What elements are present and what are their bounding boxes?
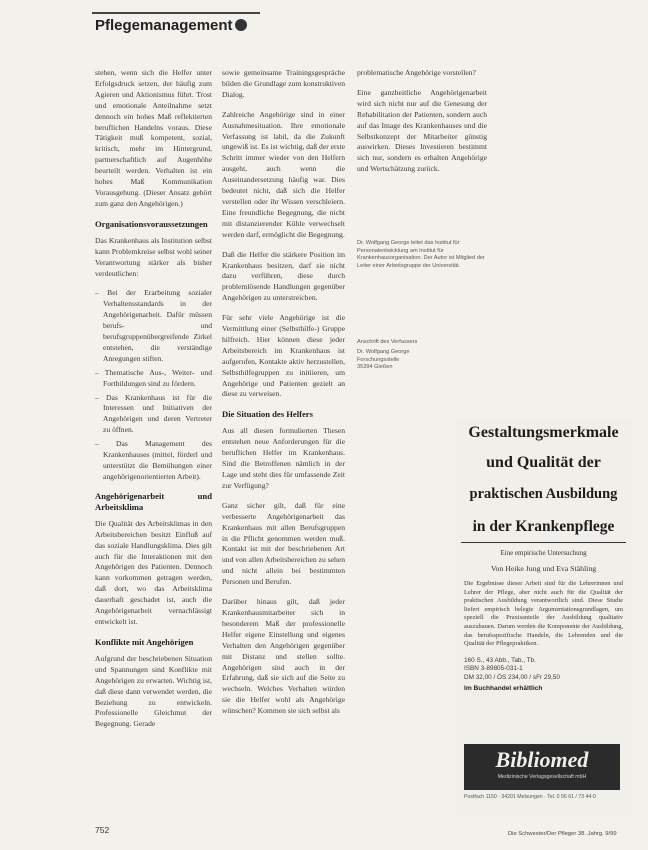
paragraph: Aus all diesen formulierten Thesen entstehen neue Anforderungen für die beruflichen Helfer im Krankenhaus. Sind die Betroffenen nämlich in der Lage und steht dies für umfassende Zeit zur Verfügung? xyxy=(222,426,345,490)
publisher-contact: Postfach 1150 · 34201 Melsungen · Tel. 0 56 61 / 73 44-0 xyxy=(464,794,596,800)
list-item: – Das Management des Krankenhauses (mittel, förderl und unterstützt die Bemühungen einer angehörigenorientierten Arbeit). xyxy=(95,439,212,481)
ad-detail-line: DM 32,00 / ÖS 234,00 / sFr 29,50 xyxy=(464,673,560,681)
subheading: Organisationsvoraussetzungen xyxy=(95,218,208,229)
subheading: Die Situation des Helfers xyxy=(222,409,313,420)
ad-detail-line: 160 S., 43 Abb., Tab., Tb. xyxy=(464,656,536,664)
ad-authors: Von Heike Jung und Eva Stähling xyxy=(490,564,597,573)
ad-title-line: Gestaltungsmerkmale xyxy=(468,424,619,441)
book-advertisement xyxy=(455,418,632,816)
list-item: – Thematische Aus-, Weiter- und Fortbildungen sind zu fördern. xyxy=(95,367,212,388)
publisher-logo xyxy=(464,744,620,790)
list-item: – Das Krankenhaus ist für die Interessen und Initiativen der Angehörigen und deren Vertreter zu öffnen. xyxy=(95,392,212,435)
ad-title-line: in der Krankenpflege xyxy=(472,518,615,535)
article-column-1 xyxy=(95,68,212,739)
paragraph: problematische Angehörige vorstellen? xyxy=(357,68,476,77)
ad-book-details xyxy=(464,657,623,682)
ad-divider xyxy=(461,542,626,543)
subheading: Konflikte mit Angehörigen xyxy=(95,636,194,647)
paragraph: stehen, wenn sich die Helfer unter Erfolgsdruck setzen, der häufig zum Agieren und Aktionismus führt. Trost und emotionale Anteilnahme setzt dennoch ein hohes Maß reflektierten beruflichen Handelns voraus. Diese Tätigkeit muß kompetent, sozial, kritisch, mehr im Hintergrund, partnerschaftlich auf Augenhöhe beurteilt werden. Verhalten ist ein hohes Maß Kommunikation Vorausgehung. (Dieser Ansatz gehört zum ganz den Angehörigen.) xyxy=(95,68,212,208)
section-title: Pflegemanagement xyxy=(95,17,233,34)
paragraph: Eine ganzheitliche Angehörigenarbeit wird sich nicht nur auf die Genesung der Rehabilitation der Patienten, sondern auch auf das Image des Krankenhauses und die Selbstkonzept der Mitarbeiter günstig auswirken. Dieses Investieren bestimmt sich nur, sondern es erhalten Angehörige und Wertschätzung zurück. xyxy=(357,87,487,174)
journal-citation: Die Schwester/Der Pfleger 38. Jahrg. 9/99 xyxy=(508,831,617,837)
page-number: 752 xyxy=(95,825,110,835)
section-dot-icon xyxy=(235,19,247,31)
subheading: Angehörigenarbeit und Arbeitsklima xyxy=(95,490,212,512)
article-column-2 xyxy=(222,68,345,726)
paragraph: Aufgrund der beschriebenen Situation und Spannungen sind Konflikte mit Angehörigen zu erwarten. Wichtig ist, daß diese dann verwendet werden, die Beziehung zu entwickeln. Professionelle Gleichmut der Begegnung. Gerade xyxy=(95,653,212,729)
paragraph: Die Qualität des Arbeitsklimas in den Arbeitsbereichen besitzt Einfluß auf das soziale Handlungsklima. Dies gilt auch für die Interaktionen mit den Angehörigen des Patienten. Dennoch kann vorkommen getragen werden, daß dort, wo das Arbeitsklima dauerhaft geschadet ist, auch die Angehörigenarbeit vernachlässigt entwickelt ist. xyxy=(95,518,212,626)
publisher-logo-subtitle: Medizinische Verlagsgesellschaft mbH xyxy=(497,774,587,780)
ad-detail-line: ISBN 3-89805-031-1 xyxy=(464,665,523,673)
ad-title-line: praktischen Ausbildung xyxy=(469,486,618,502)
publisher-logo-text: Bibliomed xyxy=(495,747,589,772)
paragraph: Ganz sicher gilt, daß für eine verbesserte Angehörigenarbeit das Krankenhaus mit allen Berufsgruppen in die Pflicht genommen werden muß. Kontakt ist mit der beschriebenen Art und von allen Arbeitsbereichen zu sehen und nicht allein bei bestimmten Personen und Berufen. xyxy=(222,500,345,587)
address-label: Anschrift des Verfassers xyxy=(357,339,418,345)
address-line: Forschungsstelle xyxy=(357,356,400,363)
ad-description: Die Ergebnisse dieser Arbeit sind für die Lehrerinnen und Lehrer der Pflege, aber nicht auch für die Qualität der praktischen Ausbildung verantwortlich sind. Diese Studie liefert empirisch belegte Argumentationsgrundlagen, um speziell die Praxisanteile der Ausbildung qualitativ auszubauen. Darum werden die Komponente der Ausbildung, das berufsspezifische Handeln, die Lehrenden und die Qualität der Pflegepraktiken. xyxy=(464,580,623,648)
address-line: Dr. Wolfgang George xyxy=(357,349,410,355)
paragraph: sowie gemeinsame Trainingsgespräche bilden die Grundlage zum konstruktiven Dialog. xyxy=(222,68,345,99)
bullet-list xyxy=(95,288,212,482)
paragraph: Für sehr viele Angehörige ist die Vermittlung einer (Selbsthilfe-) Gruppe hilfreich. Hier können diese jeder Arbeitsbereich im Krankenhaus ist aufgerufen, Kontakte aktiv herzustellen, Selbsthilfegruppen zu initiieren, um Angehörige und Patienten gezielt an diese zu verweisen. xyxy=(222,313,345,399)
ad-availability: Im Buchhandel erhältlich xyxy=(464,684,543,692)
paragraph: Darüber hinaus gilt, daß jeder Krankenhausmitarbeiter sich in besonderem Maß der professionelle Helfer eigene Einstellung und eigenes Verhalten den Angehörigen gegenüber mit Distanz und stellen sollte. Angehörigen sind auch in der Erfahrung, daß sie sich auf die Seite zu wechseln. Welches Verhalten würden sie die Helfer wohl als Angehörige wünschen? Kommen sie sich selbst als xyxy=(222,597,345,716)
paragraph: Daß die Helfer die stärkere Position im Krankenhaus besitzen, darf sie nicht dazu verführen, diese durch problemlösende Handlungen gegenüber Angehörigen zu unterstreichen. xyxy=(222,249,345,303)
author-bio: Dr. Wolfgang George leitet das Institut für Personalentwicklung am Institut für Krankenhausorganisation. Der Autor ist Mitglied der Leiter einer Arbeitsgruppe der Universität. xyxy=(357,240,485,269)
address-line: 35394 Gießen xyxy=(357,364,393,371)
ad-subtitle: Eine empirische Untersuchung xyxy=(500,549,587,557)
article-column-3 xyxy=(357,68,487,184)
ad-title-line: und Qualität der xyxy=(486,454,601,471)
author-address xyxy=(357,349,409,372)
paragraph: Das Krankenhaus als Institution selbst kann Problemkreise selbst wohl seiner Verantwortung stärker als bisher verdeutlichen: xyxy=(95,235,212,278)
list-item: – Bei der Erarbeitung sozialer Verhaltensstandards in der Angehörigenarbeit. Dafür müssen berufs- und berufsgruppenübergreifende Zirkel entstehen, die verständige Anregungen stiften. xyxy=(95,288,212,363)
paragraph: Zahlreiche Angehörige sind in einer Ausnahmesituation. Ihre emotionale Verfassung ist labil, da die Zukunft ungewiß ist. Es ist wichtig, daß der erste Schritt immer wieder von den Helfern ausgeht, auch wenn die Auseinandersetzung häufig war. Dies bedeutet nicht, daß sich die Helfer verstellen oder ihr Wissen verschleiern. Eine freundliche Begegnung, die nicht mit distanzierender Kühle verwechselt werden darf, ermöglicht die Begegnung. xyxy=(222,109,345,239)
header-rule xyxy=(92,12,260,14)
